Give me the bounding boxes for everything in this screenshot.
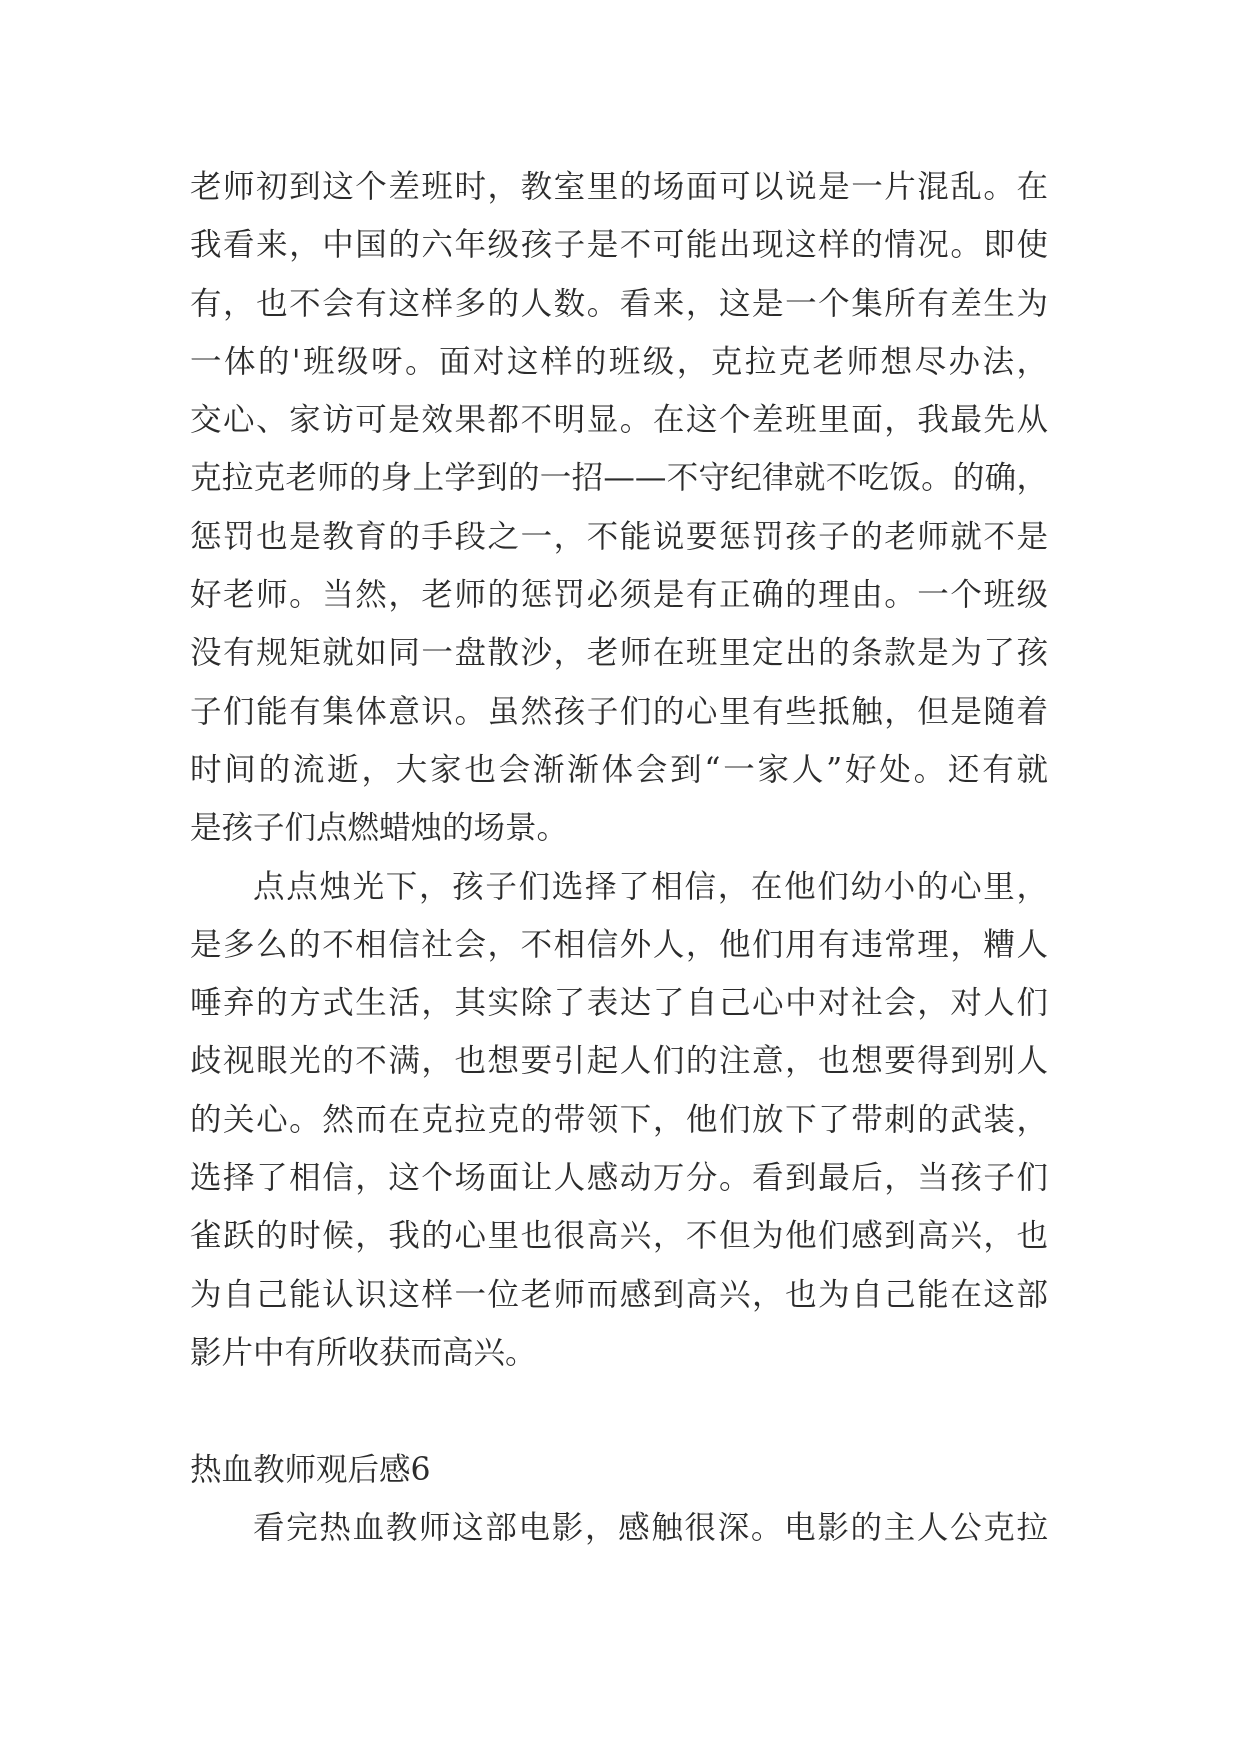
- text-line: 我看来，中国的六年级孩子是不可能出现这样的情况。即使: [190, 227, 1048, 264]
- text-line: 点点烛光下，孩子们选择了相信，在他们幼小的心里，: [253, 868, 1048, 905]
- text-line: 的关心。然而在克拉克的带领下，他们放下了带刺的武装，: [190, 1101, 1048, 1138]
- text-line: 一体的'班级呀。面对这样的班级，克拉克老师想尽办法，: [190, 343, 1048, 380]
- text-line: 惩罚也是教育的手段之一，不能说要惩罚孩子的老师就不是: [190, 518, 1048, 555]
- section-heading: [190, 1441, 1048, 1499]
- paragraph-2: [190, 858, 1048, 1383]
- text-line: 时间的流逝，大家也会渐渐体会到“一家人”好处。还有就: [190, 751, 1048, 788]
- document-text-area: [190, 158, 1048, 1557]
- text-line: 交心、家访可是效果都不明显。在这个差班里面，我最先从: [190, 402, 1048, 439]
- text-line: 影片中有所收获而高兴。: [190, 1334, 537, 1371]
- text-line: 没有规矩就如同一盘散沙，老师在班里定出的条款是为了孩: [190, 635, 1048, 672]
- paragraph-1: [190, 158, 1048, 858]
- text-line: 是多么的不相信社会，不相信外人，他们用有违常理，糟人: [190, 926, 1048, 963]
- text-line: 歧视眼光的不满，也想要引起人们的注意，也想要得到别人: [190, 1043, 1048, 1080]
- text-line: 唾弃的方式生活，其实除了表达了自己心中对社会，对人们: [190, 985, 1048, 1022]
- text-line: 为自己能认识这样一位老师而感到高兴，也为自己能在这部: [190, 1276, 1048, 1313]
- text-line: 老师初到这个差班时，教室里的场面可以说是一片混乱。在: [190, 169, 1048, 205]
- text-line: 克拉克老师的身上学到的一招——不守纪律就不吃饭。的确，: [190, 460, 1048, 497]
- blank-line: [190, 1382, 1048, 1440]
- text-line: 选择了相信，这个场面让人感动万分。看到最后，当孩子们: [190, 1160, 1048, 1197]
- text-line: 子们能有集体意识。虽然孩子们的心里有些抵触，但是随着: [190, 693, 1048, 730]
- text-line: 看完热血教师这部电影，感触很深。电影的主人公克拉: [253, 1509, 1048, 1546]
- text-line: 好老师。当然，老师的惩罚必须是有正确的理由。一个班级: [190, 577, 1048, 614]
- section-heading-text: 热血教师观后感6: [190, 1451, 431, 1488]
- paragraph-3: [190, 1499, 1048, 1557]
- blank-line: [190, 1382, 1048, 1440]
- text-line: 有，也不会有这样多的人数。看来，这是一个集所有差生为: [190, 285, 1048, 322]
- text-line: 雀跃的时候，我的心里也很高兴，不但为他们感到高兴，也: [190, 1218, 1048, 1255]
- text-line: 是孩子们点燃蜡烛的场景。: [190, 810, 569, 847]
